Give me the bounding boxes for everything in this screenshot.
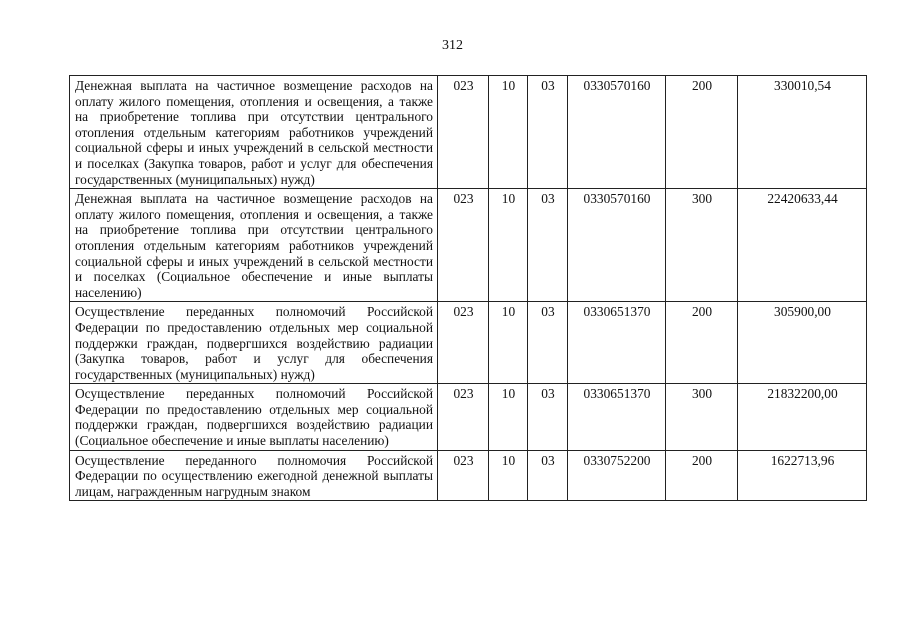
row-description-cell — [70, 450, 438, 500]
section-code: 10 — [489, 76, 528, 189]
amount: 1622713,96 — [738, 450, 867, 500]
section-code: 10 — [489, 189, 528, 302]
expense-type-code: 300 — [666, 189, 738, 302]
target-article-code: 0330651370 — [568, 302, 666, 384]
section-code: 10 — [489, 450, 528, 500]
subsection-code: 03 — [528, 76, 568, 189]
target-article-code: 0330752200 — [568, 450, 666, 500]
section-code: 10 — [489, 302, 528, 384]
ministry-code: 023 — [438, 76, 489, 189]
table-row — [70, 76, 867, 189]
subsection-code: 03 — [528, 450, 568, 500]
expense-type-code: 200 — [666, 76, 738, 189]
ministry-code: 023 — [438, 450, 489, 500]
subsection-code: 03 — [528, 189, 568, 302]
table-row — [70, 384, 867, 450]
table-row — [70, 450, 867, 500]
amount: 305900,00 — [738, 302, 867, 384]
subsection-code: 03 — [528, 302, 568, 384]
expense-type-code: 300 — [666, 384, 738, 450]
subsection-code: 03 — [528, 384, 568, 450]
target-article-code: 0330570160 — [568, 76, 666, 189]
page-number: 312 — [442, 38, 463, 53]
table-row — [70, 302, 867, 384]
amount: 330010,54 — [738, 76, 867, 189]
target-article-code: 0330570160 — [568, 189, 666, 302]
ministry-code: 023 — [438, 384, 489, 450]
row-description: Осуществление переданных полномочий Российской Федерации по предоставлению отдельных мер социальной поддержки граждан, подвергшихся воздействию радиации (Закупка товаров, работ и услуг для обеспечения государственных (муниципальных) нужд) — [70, 302, 438, 384]
amount: 22420633,44 — [738, 189, 867, 302]
budget-table — [69, 75, 867, 501]
amount: 21832200,00 — [738, 384, 867, 450]
target-article-code: 0330651370 — [568, 384, 666, 450]
expense-type-code: 200 — [666, 450, 738, 500]
row-description: Осуществление переданных полномочий Российской Федерации по предоставлению отдельных мер социальной поддержки граждан, подвергшихся воздействию радиации (Социальное обеспечение и иные выплаты населению) — [70, 384, 438, 450]
table-row — [70, 189, 867, 302]
row-description: Денежная выплата на частичное возмещение расходов на оплату жилого помещения, отопления и освещения, а также на приобретение топлива при отсутствии центрального отопления отдельным категориям работников учреждений социальной сферы и иных учреждений в сельской местности и поселках (Закупка товаров, работ и услуг для обеспечения государственных (муниципальных) нужд) — [70, 76, 438, 189]
row-description: Осуществление переданного полномочия Российской Федерации по осуществлению ежегодной денежной выплаты лицам, награжденным нагрудным знаком — [75, 452, 433, 499]
section-code: 10 — [489, 384, 528, 450]
row-description: Денежная выплата на частичное возмещение расходов на оплату жилого помещения, отопления и освещения, а также на приобретение топлива при отсутствии центрального отопления отдельным категориям работников учреждений социальной сферы и иных учреждений в сельской местности и поселках (Социальное обеспечение и иные выплаты населению) — [70, 189, 438, 302]
expense-type-code: 200 — [666, 302, 738, 384]
ministry-code: 023 — [438, 189, 489, 302]
ministry-code: 023 — [438, 302, 489, 384]
